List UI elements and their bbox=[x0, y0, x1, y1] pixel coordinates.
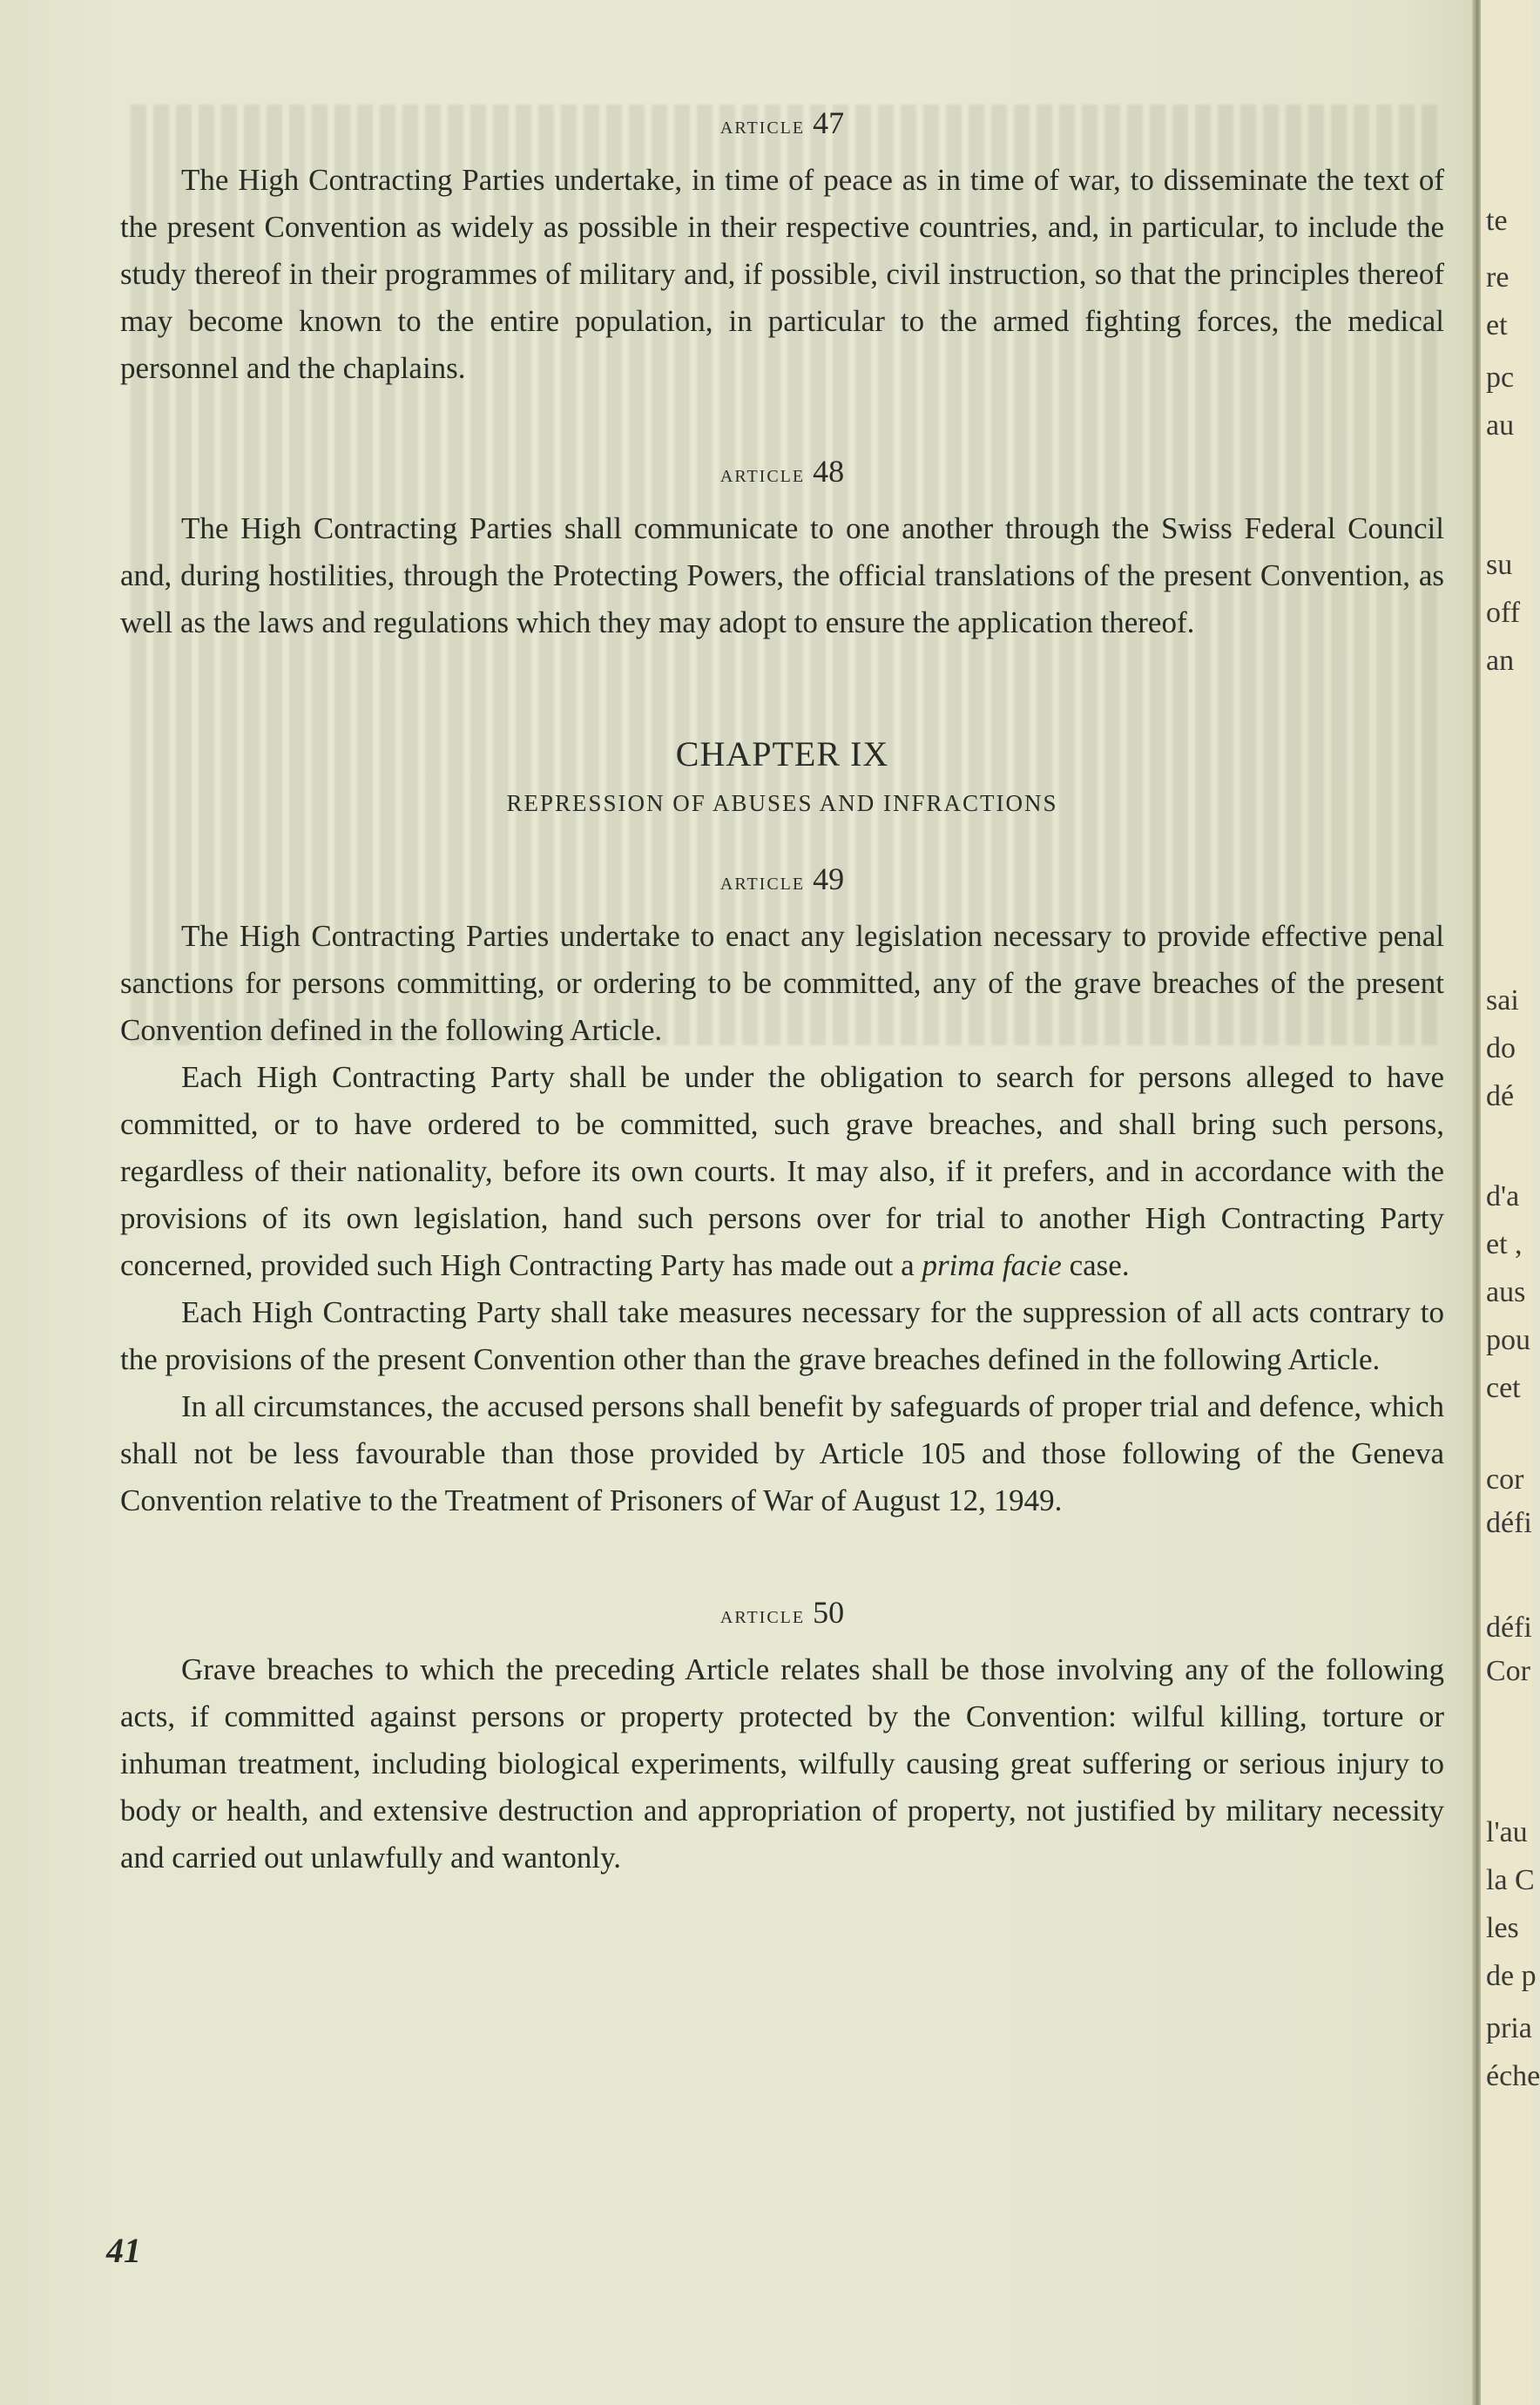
paragraph: Grave breaches to which the preceding Article relates shall be those involving any of the following acts, if committed against persons or property protected by the Convention: wilful killing, torture or inhuman treatment, including biological experiments, wilfully causing great suffering or serious injury to body or health, and extensive destruction and appropriation of property, not justified by military necessity and carried out unlawfully and wantonly. bbox=[120, 1652, 1444, 1875]
adjacent-page-fragment: éche bbox=[1486, 2060, 1540, 2092]
paragraph: In all circumstances, the accused persons shall benefit by safeguards of proper trial and defence, which shall not be less favourable than those provided by Article 105 and those following of the Geneva Convention relative to the Treatment of Prisoners of War of August 12, 1949. bbox=[120, 1389, 1444, 1517]
adjacent-page-fragment: l'au bbox=[1486, 1816, 1528, 1848]
adjacent-page-fragment: Cor bbox=[1486, 1655, 1530, 1687]
chapter-title: CHAPTER IX bbox=[675, 734, 889, 774]
adjacent-page-fragment: dé bbox=[1486, 1080, 1515, 1112]
article-number: 49 bbox=[813, 861, 845, 896]
paragraph: The High Contracting Parties undertake, in time of peace as in time of war, to disseminate the text of the present Convention as widely as possible in their respective countries, and, in particular, to include the study thereof in their programmes of military and, if possible, civil instruction, so that the principles thereof may become known to the entire population, in particular to the armed fighting forces, the medical personnel and the chaplains. bbox=[120, 163, 1444, 385]
article-heading bbox=[120, 861, 1444, 897]
italic-term: prima facie bbox=[922, 1248, 1062, 1282]
article-number: 48 bbox=[813, 454, 845, 489]
adjacent-page-fragment: sai bbox=[1486, 984, 1519, 1017]
adjacent-page-fragment: de p bbox=[1486, 1960, 1537, 1992]
adjacent-page-fragment: cor bbox=[1486, 1463, 1524, 1496]
adjacent-page-fragment: do bbox=[1486, 1032, 1516, 1064]
article-heading bbox=[120, 453, 1444, 490]
article-heading bbox=[120, 1594, 1444, 1631]
page-number: 41 bbox=[106, 2231, 141, 2270]
article-number: 50 bbox=[813, 1595, 845, 1630]
adjacent-page-fragment: défi bbox=[1486, 1507, 1532, 1539]
adjacent-page-fragment: pria bbox=[1486, 2012, 1532, 2044]
adjacent-page-fragment: an bbox=[1486, 645, 1515, 677]
paragraph: The High Contracting Parties shall communicate to one another through the Swiss Federal Council and, during hostilities, through the Protecting Powers, the official translations of the present Convention, as well as the laws and regulations which they may adopt to ensure the application thereof. bbox=[120, 511, 1444, 639]
article-label: article bbox=[719, 461, 806, 488]
adjacent-page-fragment: d'a bbox=[1486, 1180, 1520, 1213]
book-gutter bbox=[1472, 0, 1481, 2405]
adjacent-page-edge bbox=[1481, 0, 1540, 2405]
adjacent-page-fragment: pc bbox=[1486, 361, 1515, 394]
article-47 bbox=[120, 105, 1444, 392]
paragraph: The High Contracting Parties undertake to enact any legislation necessary to provide effective penal sanctions for persons committing, or ordering to be committed, any of the grave breaches of the present Convention defined in the following Article. bbox=[120, 919, 1444, 1047]
adjacent-page-fragment: pou bbox=[1486, 1324, 1530, 1356]
article-48 bbox=[120, 453, 1444, 646]
article-heading bbox=[120, 105, 1444, 141]
page-content bbox=[120, 105, 1444, 1881]
adjacent-page-fragment: défi bbox=[1486, 1611, 1532, 1644]
adjacent-page-fragment: te bbox=[1486, 205, 1508, 237]
chapter-subtitle: REPRESSION OF ABUSES AND INFRACTIONS bbox=[506, 790, 1058, 816]
adjacent-page-fragment: au bbox=[1486, 409, 1515, 442]
adjacent-page-fragment: off bbox=[1486, 597, 1521, 629]
article-label: article bbox=[719, 112, 806, 139]
adjacent-page-fragment: la C bbox=[1486, 1864, 1535, 1896]
adjacent-page-fragment: re bbox=[1486, 261, 1510, 294]
article-number: 47 bbox=[813, 105, 845, 140]
chapter-header bbox=[120, 733, 1444, 817]
adjacent-page-fragment: les bbox=[1486, 1912, 1519, 1944]
adjacent-page-fragment: et , bbox=[1486, 1228, 1523, 1260]
article-50 bbox=[120, 1594, 1444, 1881]
adjacent-page-fragment: su bbox=[1486, 549, 1513, 581]
article-label: article bbox=[719, 1602, 806, 1629]
adjacent-page-fragment: aus bbox=[1486, 1276, 1526, 1308]
paragraph: Each High Contracting Party shall be under the obligation to search for persons alleged to have committed, or to have ordered to be committed, such grave breaches, and shall bring such persons, regardless of their nationality, before its own courts. It may also, if it prefers, and in accordance with the provisions of its own legislation, hand such persons over for trial to another High Contracting Party concerned, provided such High Contracting Party has made out a prima facie case. bbox=[120, 1060, 1444, 1282]
article-label: article bbox=[719, 868, 806, 895]
adjacent-page-fragment: et bbox=[1486, 309, 1508, 341]
paragraph: Each High Contracting Party shall take measures necessary for the suppression of all acts contrary to the provisions of the present Convention other than the grave breaches defined in the following Article. bbox=[120, 1295, 1444, 1376]
article-49 bbox=[120, 861, 1444, 1524]
adjacent-page-fragment: cet bbox=[1486, 1372, 1521, 1404]
